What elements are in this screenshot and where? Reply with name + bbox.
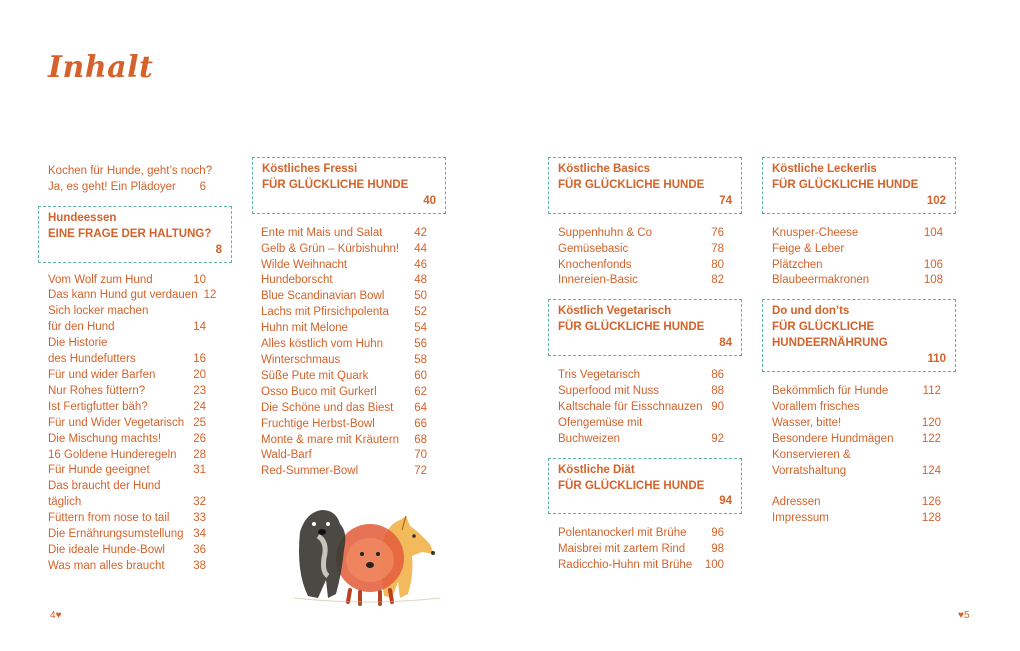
entry-title: Buchweizen <box>558 432 621 445</box>
toc-entry[interactable] <box>48 400 206 416</box>
toc-entry[interactable] <box>261 369 427 385</box>
toc-entry[interactable] <box>558 432 724 448</box>
entry-title: Innereien-Basic <box>558 274 638 287</box>
entry-title: Winterschmaus <box>261 353 341 366</box>
entry-title: Bekömmlich für Hunde <box>772 384 889 397</box>
entry-page: 64 <box>414 401 427 414</box>
toc-entry[interactable] <box>772 384 941 400</box>
entry-page: 28 <box>193 448 206 461</box>
entry-page: 36 <box>193 543 206 556</box>
toc-entry[interactable] <box>48 527 206 543</box>
entry-list <box>548 526 724 574</box>
toc-entry[interactable] <box>48 416 206 432</box>
entry-title: Die Ernährungsumstellung <box>48 528 184 541</box>
entry-page: 70 <box>414 449 427 462</box>
heart-icon: ♥ <box>55 610 62 621</box>
toc-entry[interactable] <box>261 242 427 258</box>
entry-page: 98 <box>711 543 724 556</box>
chapter-box-diaet[interactable] <box>548 458 742 515</box>
entry-page: 54 <box>414 322 427 335</box>
toc-entry[interactable] <box>772 400 941 416</box>
entry-page: 34 <box>193 528 206 541</box>
entry-page: 38 <box>193 559 206 572</box>
toc-entry[interactable] <box>48 495 206 511</box>
entry-title: Für und Wider Vegetarisch <box>48 416 185 429</box>
entry-title: Füttern from nose to tail <box>48 512 170 525</box>
chapter-subtitle: FÜR GLÜCKLICHE HUNDE <box>558 178 705 191</box>
toc-entry[interactable] <box>48 559 206 575</box>
toc-entry[interactable] <box>772 273 943 289</box>
toc-entry[interactable] <box>261 273 427 289</box>
entry-page: 10 <box>193 273 206 286</box>
toc-entry[interactable] <box>261 305 427 321</box>
entry-page: 120 <box>921 416 941 429</box>
chapter-title: Köstliche Basics <box>558 163 651 175</box>
entry-page: 82 <box>711 274 724 287</box>
entry-page: 46 <box>414 258 427 271</box>
entry-page: 128 <box>921 512 941 525</box>
entry-page: 104 <box>923 226 943 239</box>
intro-list <box>48 164 213 196</box>
page-title: Inhalt <box>48 50 154 85</box>
toc-entry[interactable] <box>772 258 943 274</box>
entry-title: täglich <box>48 496 82 509</box>
toc-column-2 <box>252 157 436 480</box>
entry-title: Gelb & Grün – Kürbishuhn! <box>261 242 400 255</box>
toc-entry[interactable] <box>48 352 206 368</box>
entry-title: Superfood mit Nuss <box>558 384 659 397</box>
toc-entry[interactable] <box>48 180 206 196</box>
toc-entry[interactable] <box>558 400 724 416</box>
entry-page: 96 <box>711 527 724 540</box>
toc-entry[interactable] <box>48 432 206 448</box>
toc-entry[interactable] <box>558 368 724 384</box>
entry-title: Maisbrei mit zartem Rind <box>558 543 686 556</box>
entry-page: 100 <box>704 559 724 572</box>
entry-title: des Hundefutters <box>48 353 136 366</box>
entry-list <box>252 226 427 481</box>
toc-entry[interactable] <box>772 511 941 527</box>
chapter-subtitle: FÜR GLÜCKLICHE HUNDE <box>262 178 409 191</box>
toc-entry[interactable] <box>558 384 724 400</box>
entry-title: Ente mit Mais und Salat <box>261 226 383 239</box>
chapter-box-do-und-donts[interactable] <box>762 299 956 372</box>
toc-entry[interactable] <box>772 226 943 242</box>
toc-entry[interactable] <box>772 495 941 511</box>
entry-page: 106 <box>923 258 943 271</box>
entry-page: 14 <box>193 321 206 334</box>
toc-entry[interactable] <box>558 558 724 574</box>
toc-entry[interactable] <box>558 542 724 558</box>
entry-title: 16 Goldene Hunderegeln <box>48 448 177 461</box>
entry-page: 16 <box>193 353 206 366</box>
toc-entry[interactable] <box>558 273 724 289</box>
entry-title: Ofengemüse mit <box>558 416 643 429</box>
entry-page: 68 <box>414 433 427 446</box>
chapter-subtitle: EINE FRAGE DER HALTUNG? <box>48 227 212 240</box>
chapter-subtitle: FÜR GLÜCKLICHE HUNDE <box>558 479 705 492</box>
entry-title: Feige & Leber <box>772 242 845 255</box>
chapter-page: 74 <box>719 194 732 207</box>
chapter-page: 8 <box>215 243 222 256</box>
entry-page: 23 <box>193 384 206 397</box>
entry-title: Knusper-Cheese <box>772 226 859 239</box>
chapter-box-hundeessen[interactable] <box>38 206 232 263</box>
entry-page: 88 <box>711 384 724 397</box>
entry-list <box>762 226 943 290</box>
entry-title: Red-Summer-Bowl <box>261 465 359 478</box>
toc-entry[interactable] <box>772 464 941 480</box>
entry-title: Wasser, bitte! <box>772 416 842 429</box>
entry-list <box>48 273 217 575</box>
chapter-subtitle: FÜR GLÜCKLICHE HUNDE <box>772 178 919 191</box>
entry-page: 33 <box>193 512 206 525</box>
entry-page: 62 <box>414 385 427 398</box>
entry-title: Blaubeermakronen <box>772 274 870 287</box>
toc-entry[interactable] <box>558 226 724 242</box>
entry-title: Für Hunde geeignet <box>48 464 150 477</box>
entry-list <box>762 495 941 527</box>
entry-page: 80 <box>711 258 724 271</box>
entry-page: 66 <box>414 417 427 430</box>
entry-title: Tris Vegetarisch <box>558 369 641 382</box>
toc-column-4 <box>762 157 946 527</box>
entry-page: 90 <box>711 400 724 413</box>
toc-entry[interactable] <box>48 288 217 304</box>
chapter-page: 110 <box>927 353 946 366</box>
entry-page: 56 <box>414 338 427 351</box>
entry-page: 86 <box>711 369 724 382</box>
toc-entry[interactable] <box>48 368 206 384</box>
entry-title: Nur Rohes füttern? <box>48 384 146 397</box>
toc-entry[interactable] <box>558 416 724 432</box>
entry-title: Kaltschale für Eisschnauzen <box>558 400 703 413</box>
entry-title: Sich locker machen <box>48 305 149 318</box>
entry-title: Ja, es geht! Ein Plädoyer <box>48 180 176 193</box>
chapter-title: Köstliche Diät <box>558 463 635 476</box>
entry-title: Vorratshaltung <box>772 464 847 477</box>
page-number: 5 <box>963 610 970 621</box>
toc-entry[interactable] <box>261 448 427 464</box>
entry-title: Knochenfonds <box>558 258 632 271</box>
toc-entry[interactable] <box>261 289 427 305</box>
entry-title: Wilde Weihnacht <box>261 258 348 271</box>
entry-title: Das kann Hund gut verdauen <box>48 289 198 302</box>
chapter-page: 84 <box>719 337 732 350</box>
entry-title: Alles köstlich vom Huhn <box>261 338 384 351</box>
chapter-box-fressi[interactable] <box>252 157 446 214</box>
toc-column-3 <box>548 157 732 574</box>
entry-page: 42 <box>414 226 427 239</box>
toc-entry[interactable] <box>261 417 427 433</box>
toc-entry[interactable] <box>48 336 206 352</box>
toc-entry[interactable] <box>772 448 941 464</box>
chapter-subtitle: FÜR GLÜCKLICHE HUNDE <box>558 321 705 334</box>
entry-title: Osso Buco mit Gurkerl <box>261 385 377 398</box>
entry-page: 26 <box>193 432 206 445</box>
toc-entry[interactable] <box>772 242 943 258</box>
entry-page: 124 <box>921 464 941 477</box>
entry-title: Impressum <box>772 512 829 525</box>
entry-page: 72 <box>414 465 427 478</box>
toc-entry[interactable] <box>48 304 206 320</box>
entry-title: für den Hund <box>48 321 115 334</box>
entry-title: Huhn mit Melone <box>261 322 348 335</box>
entry-title: Die Schöne und das Biest <box>261 401 394 414</box>
entry-page: 24 <box>193 400 206 413</box>
page-number-right <box>958 610 970 621</box>
entry-title: Ist Fertigfutter bäh? <box>48 400 148 413</box>
toc-entry[interactable] <box>261 226 427 242</box>
dogs-illustration <box>288 502 448 608</box>
entry-page: 52 <box>414 306 427 319</box>
toc-entry[interactable] <box>48 384 206 400</box>
chapter-title: Köstliche Leckerlis <box>772 163 877 175</box>
entry-page: 122 <box>921 432 941 445</box>
toc-entry[interactable] <box>48 463 206 479</box>
chapter-subtitle-2: HUNDEERNÄHRUNG <box>772 337 888 350</box>
entry-title: Konservieren & <box>772 448 851 461</box>
entry-list <box>548 226 724 290</box>
page-number-left <box>50 610 62 621</box>
chapter-title: Do und don’ts <box>772 305 850 318</box>
entry-title: Hundeborscht <box>261 274 333 287</box>
entry-title: Wald-Barf <box>261 449 312 462</box>
entry-title: Für und wider Barfen <box>48 368 156 381</box>
toc-entry[interactable] <box>558 258 724 274</box>
toc-entry[interactable] <box>261 433 427 449</box>
toc-entry[interactable] <box>48 511 206 527</box>
page-number: 4 <box>50 610 56 621</box>
entry-page: 112 <box>922 384 941 397</box>
entry-title: Vom Wolf zum Hund <box>48 273 153 286</box>
entry-page: 44 <box>414 242 427 255</box>
entry-title: Polentanockerl mit Brühe <box>558 527 687 540</box>
entry-title: Die ideale Hunde-Bowl <box>48 543 165 556</box>
entry-page: 92 <box>711 432 724 445</box>
chapter-title: Köstliches Fressi <box>262 163 358 175</box>
chapter-page: 40 <box>423 194 436 207</box>
entry-page: 31 <box>193 464 206 477</box>
entry-title: Besondere Hundmägen <box>772 432 894 445</box>
chapter-page: 94 <box>719 495 732 508</box>
entry-title: Radicchio-Huhn mit Brühe <box>558 559 693 572</box>
entry-title: Fruchtige Herbst-Bowl <box>261 417 375 430</box>
entry-page: 126 <box>921 496 941 509</box>
entry-title: Die Historie <box>48 337 108 350</box>
chapter-title: Hundeessen <box>48 211 117 224</box>
toc-entry[interactable] <box>772 416 941 432</box>
entry-page: 32 <box>193 496 206 509</box>
chapter-box-leckerlis[interactable] <box>762 157 956 214</box>
entry-list <box>548 368 724 448</box>
toc-column-1 <box>48 164 222 575</box>
toc-entry[interactable] <box>48 164 213 180</box>
entry-page: 58 <box>414 353 427 366</box>
entry-title: Lachs mit Pfirsichpolenta <box>261 306 389 319</box>
chapter-box-basics[interactable] <box>548 157 742 214</box>
entry-title: Adressen <box>772 496 821 509</box>
entry-title: Süße Pute mit Quark <box>261 369 369 382</box>
entry-page: 25 <box>193 416 206 429</box>
chapter-box-vegetarisch[interactable] <box>548 299 742 356</box>
entry-title: Was man alles braucht <box>48 559 165 572</box>
toc-entry[interactable] <box>772 432 941 448</box>
entry-page: 78 <box>711 242 724 255</box>
entry-page: 76 <box>711 226 724 239</box>
toc-entry[interactable] <box>48 448 206 464</box>
toc-entry[interactable] <box>48 320 206 336</box>
entry-title: Die Mischung machts! <box>48 432 162 445</box>
toc-entry[interactable] <box>261 353 427 369</box>
entry-page: 20 <box>193 368 206 381</box>
chapter-subtitle: FÜR GLÜCKLICHE <box>772 321 875 334</box>
entry-title: Das braucht der Hund <box>48 480 161 493</box>
toc-entry[interactable] <box>261 321 427 337</box>
toc-entry[interactable] <box>48 273 206 289</box>
toc-entry[interactable] <box>558 242 724 258</box>
entry-page: 12 <box>203 289 217 302</box>
toc-entry[interactable] <box>48 479 206 495</box>
entry-title: Plätzchen <box>772 258 823 271</box>
chapter-title: Köstlich Vegetarisch <box>558 305 672 318</box>
entry-page: 60 <box>414 369 427 382</box>
entry-title: Blue Scandinavian Bowl <box>261 290 385 303</box>
heart-icon: ♥ <box>958 610 964 621</box>
entry-page: 6 <box>199 180 206 193</box>
entry-page: 50 <box>414 290 427 303</box>
toc-entry[interactable] <box>261 385 427 401</box>
toc-entry[interactable] <box>261 258 427 274</box>
toc-entry[interactable] <box>261 401 427 417</box>
entry-title: Suppenhuhn & Co <box>558 226 652 239</box>
entry-title: Vorallem frisches <box>772 400 860 413</box>
entry-title: Monte & mare mit Kräutern <box>261 433 400 446</box>
toc-entry[interactable] <box>48 543 206 559</box>
entry-title: Kochen für Hunde, geht’s noch? <box>48 165 213 177</box>
entry-title: Gemüsebasic <box>558 242 629 255</box>
toc-entry[interactable] <box>261 337 427 353</box>
toc-entry[interactable] <box>261 464 427 480</box>
chapter-page: 102 <box>926 194 946 207</box>
entry-list <box>762 384 941 479</box>
entry-page: 108 <box>923 274 943 287</box>
toc-entry[interactable] <box>558 526 724 542</box>
entry-page: 48 <box>414 274 427 287</box>
